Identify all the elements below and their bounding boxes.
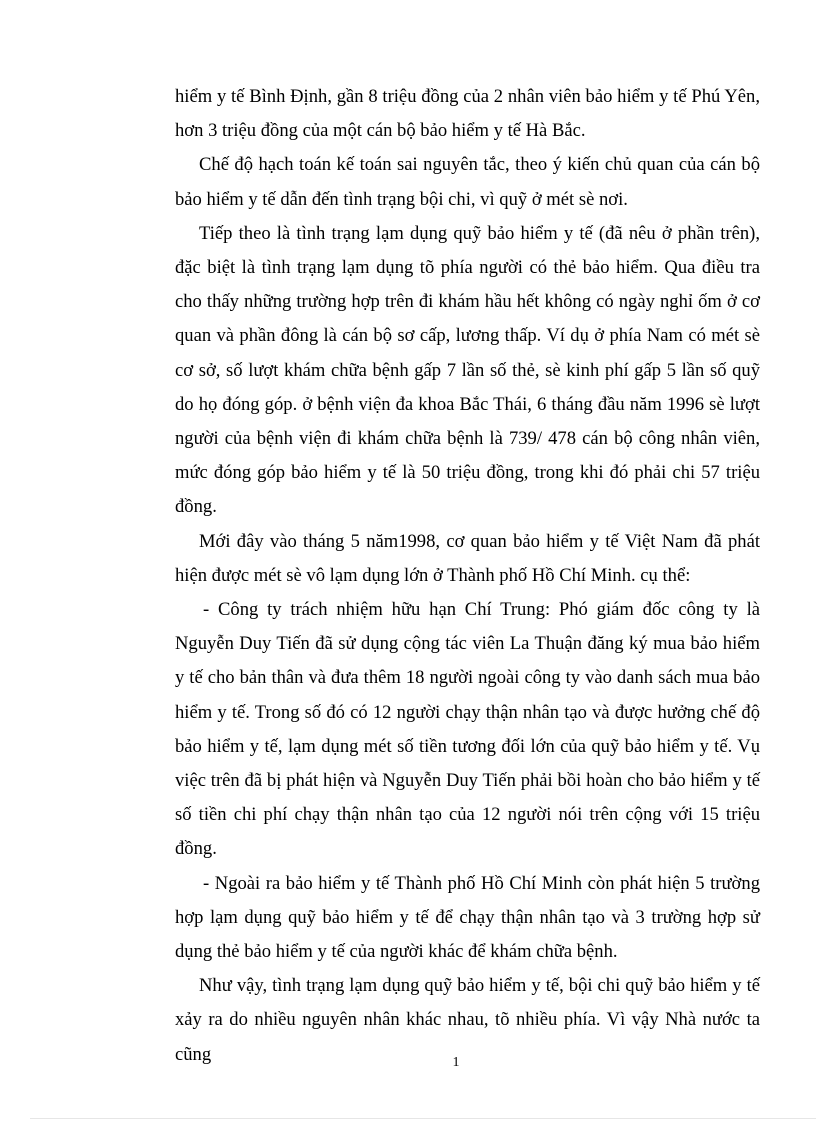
page-number: 1 — [452, 1055, 460, 1070]
paragraph-additional-cases: - Ngoài ra bảo hiểm y tế Thành phố Hồ Chí Minh còn phát hiện 5 trường hợp lạm dụng quỹ bảo hiểm y tế để chạy thận nhân tạo và 3 trường hợp sử dụng thẻ bảo hiểm y tế của người khác để khám chữa bệnh. — [175, 872, 760, 963]
paragraph-recent-case: Mới đây vào tháng 5 năm1998, cơ quan bảo hiểm y tế Việt Nam đã phát hiện được mét sè vô lạm dụng lớn ở Thành phố Hồ Chí Minh. cụ thể: — [175, 530, 760, 586]
paragraph-continuation: hiểm y tế Bình Định, gần 8 triệu đồng của 2 nhân viên bảo hiểm y tế Phú Yên, hơn 3 triệu đồng của một cán bộ bảo hiểm y tế Hà Bắc. — [175, 86, 760, 142]
paragraph-accounting: Chế độ hạch toán kế toán sai nguyên tắc, theo ý kiến chủ quan của cán bộ bảo hiểm y tế dẫn đến tình trạng bội chi, vì quỹ ở mét sè nơi. — [175, 154, 760, 210]
page-bottom-divider — [30, 1118, 816, 1119]
paragraph-abuse: Tiếp theo là tình trạng lạm dụng quỹ bảo hiểm y tế (đã nêu ở phần trên), đặc biệt là tình trạng lạm dụng tõ phía người có thẻ bảo hiểm. Qua điều tra cho thấy những trường hợp trên đi khám hầu hết không có ngày nghỉ ốm ở cơ quan và phần đông là cán bộ sơ cấp, lương thấp. Ví dụ ở phía Nam có mét sè cơ sở, số lượt khám chữa bệnh gấp 7 lần số thẻ, sè kinh phí gấp 5 lần số quỹ do họ đóng góp. ở bệnh viện đa khoa Bắc Thái, 6 tháng đầu năm 1996 sè lượt người của bệnh viện đi khám chữa bệnh là 739/ 478 cán bộ công nhân viên, mức đóng góp bảo hiểm y tế là 50 triệu đồng, trong khi đó phải chi 57 triệu đồng. — [175, 222, 760, 518]
paragraph-conclusion: Như vậy, tình trạng lạm dụng quỹ bảo hiểm y tế, bội chi quỹ bảo hiểm y tế xảy ra do nhiều nguyên nhân khác nhau, tõ nhiều phía. Vì vậy Nhà nước ta cũng — [175, 975, 760, 1065]
body-text — [175, 80, 760, 1072]
paragraph-chi-trung: - Công ty trách nhiệm hữu hạn Chí Trung: Phó giám đốc công ty là Nguyễn Duy Tiến đã sử dụng cộng tác viên La Thuận đăng ký mua bảo hiểm y tế cho bản thân và đưa thêm 18 người ngoài công ty vào danh sách mua bảo hiểm y tế. Trong số đó có 12 người chạy thận nhân tạo và được hưởng chế độ bảo hiểm y tế, lạm dụng mét số tiền tương đối lớn của quỹ bảo hiểm y tế. Vụ việc trên đã bị phát hiện và Nguyễn Duy Tiến phải bồi hoàn cho bảo hiểm y tế số tiền chi phí chạy thận nhân tạo của 12 người nói trên cộng với 15 triệu đồng. — [175, 599, 760, 860]
